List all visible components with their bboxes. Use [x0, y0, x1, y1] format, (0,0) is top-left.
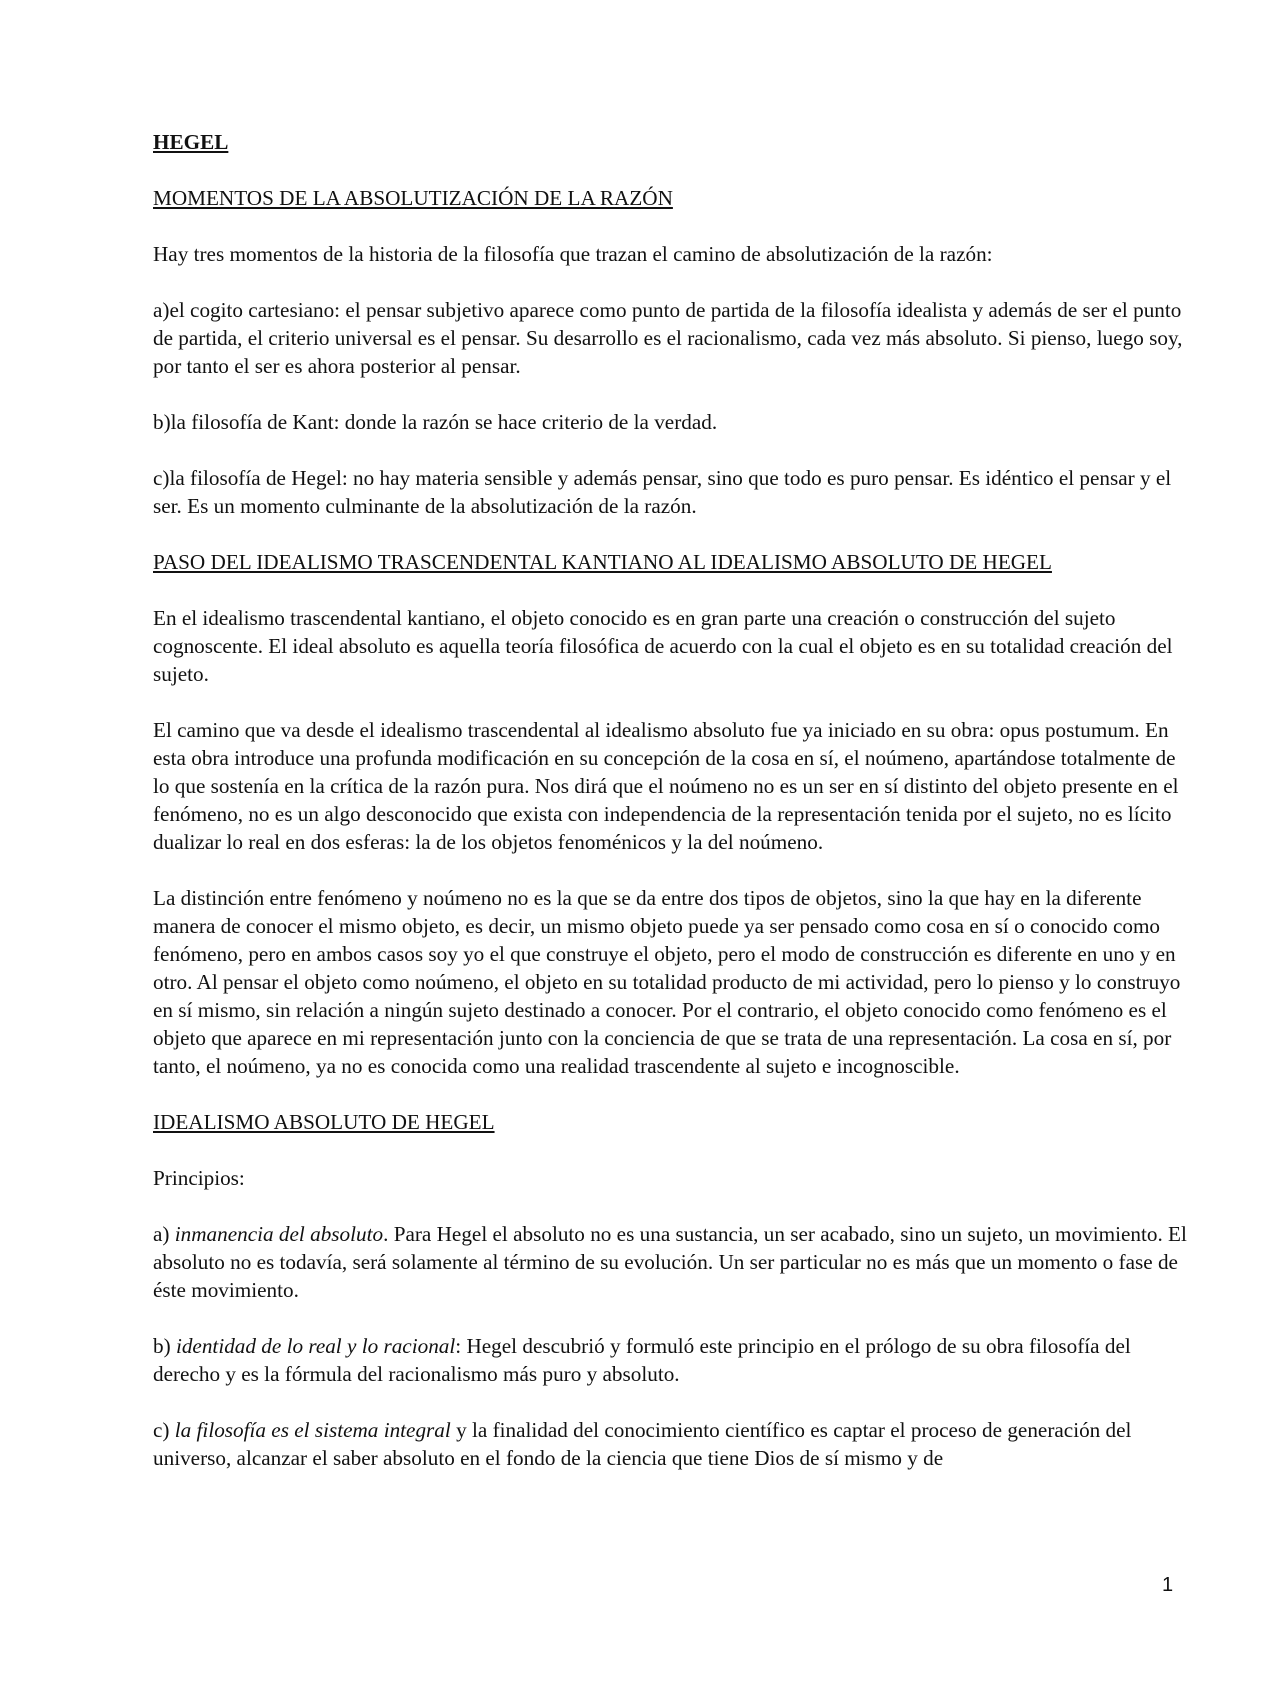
document-page: [153, 128, 1193, 1500]
section-heading-paso: PASO DEL IDEALISMO TRASCENDENTAL KANTIANO AL IDEALISMO ABSOLUTO DE HEGEL: [153, 550, 1052, 574]
document-title: HEGEL: [153, 130, 229, 154]
section-heading-momentos: MOMENTOS DE LA ABSOLUTIZACIÓN DE LA RAZÓN: [153, 186, 673, 210]
principle-text: : Hegel descubrió y formuló este principio en el prólogo de su obra filosofía del derecho y es la fórmula del racionalismo más puro y absoluto.: [153, 1334, 1131, 1386]
principle-text: y la finalidad del conocimiento científico es captar el proceso de generación del universo, alcanzar el saber absoluto en el fondo de la ciencia que tiene Dios de sí mismo y de: [153, 1418, 1132, 1470]
momento-item-b: b)la filosofía de Kant: donde la razón se hace criterio de la verdad.: [153, 410, 718, 434]
momento-item-a: a)el cogito cartesiano: el pensar subjetivo aparece como punto de partida de la filosofía idealista y además de ser el punto de partida, el criterio universal es el pensar. Su desarrollo es el racionalismo, cada vez más absoluto. Si pienso, luego soy, por tanto el ser es ahora posterior al pensar.: [153, 298, 1183, 378]
principle-item-a: [153, 1220, 1193, 1304]
section-intro-momentos: Hay tres momentos de la historia de la filosofía que trazan el camino de absolutización de la razón:: [153, 242, 993, 266]
principle-term: inmanencia del absoluto: [174, 1222, 384, 1246]
principle-term: identidad de lo real y lo racional: [175, 1334, 456, 1358]
principle-prefix: a): [153, 1222, 175, 1246]
paso-paragraph-1: En el idealismo trascendental kantiano, el objeto conocido es en gran parte una creación o construcción del sujeto cognoscente. El ideal absoluto es aquella teoría filosófica de acuerdo con la cual el objeto es en su totalidad creación del sujeto.: [153, 606, 1173, 686]
paso-paragraph-2: El camino que va desde el idealismo trascendental al idealismo absoluto fue ya iniciado en su obra: opus postumum. En esta obra introduce una profunda modificación en su concepción de la cosa en sí, el noúmeno, apartándose totalmente de lo que sostenía en la crítica de la razón pura. Nos dirá que el noúmeno no es un ser en sí distinto del objeto presente en el fenómeno, no es un algo desconocido que exista con independencia de la representación tenida por el sujeto, no es lícito dualizar lo real en dos esferas: la de los objetos fenoménicos y la del noúmeno.: [153, 718, 1179, 854]
principle-term: la filosofía es el sistema integral: [174, 1418, 451, 1442]
section-heading-idealismo: IDEALISMO ABSOLUTO DE HEGEL: [153, 1110, 495, 1134]
paso-paragraph-3: La distinción entre fenómeno y noúmeno no es la que se da entre dos tipos de objetos, sino la que hay en la diferente manera de conocer el mismo objeto, es decir, un mismo objeto puede ya ser pensado como cosa en sí o conocido como fenómeno, pero en ambos casos soy yo el que construye el objeto, pero el modo de construcción es diferente en uno y en otro. Al pensar el objeto como noúmeno, el objeto en su totalidad producto de mi actividad, pero lo pienso y lo construyo en sí mismo, sin relación a ningún sujeto destinado a conocer. Por el contrario, el objeto conocido como fenómeno es el objeto que aparece en mi representación junto con la conciencia de que se trata de una representación. La cosa en sí, por tanto, el noúmeno, ya no es conocida como una realidad trascendente al sujeto e incognoscible.: [153, 886, 1181, 1078]
principle-prefix: c): [153, 1418, 175, 1442]
principle-item-b: [153, 1332, 1193, 1388]
principle-text: . Para Hegel el absoluto no es una sustancia, un ser acabado, sino un sujeto, un movimiento. El absoluto no es todavía, será solamente al término de su evolución. Un ser particular no es más que un momento o fase de éste movimiento.: [153, 1222, 1187, 1302]
principle-item-c: [153, 1416, 1193, 1472]
principios-label: Principios:: [153, 1166, 245, 1190]
principle-prefix: b): [153, 1334, 176, 1358]
momento-item-c: c)la filosofía de Hegel: no hay materia sensible y además pensar, sino que todo es puro pensar. Es idéntico el pensar y el ser. Es un momento culminante de la absolutización de la razón.: [153, 466, 1172, 518]
page-number: 1: [1162, 1574, 1174, 1596]
